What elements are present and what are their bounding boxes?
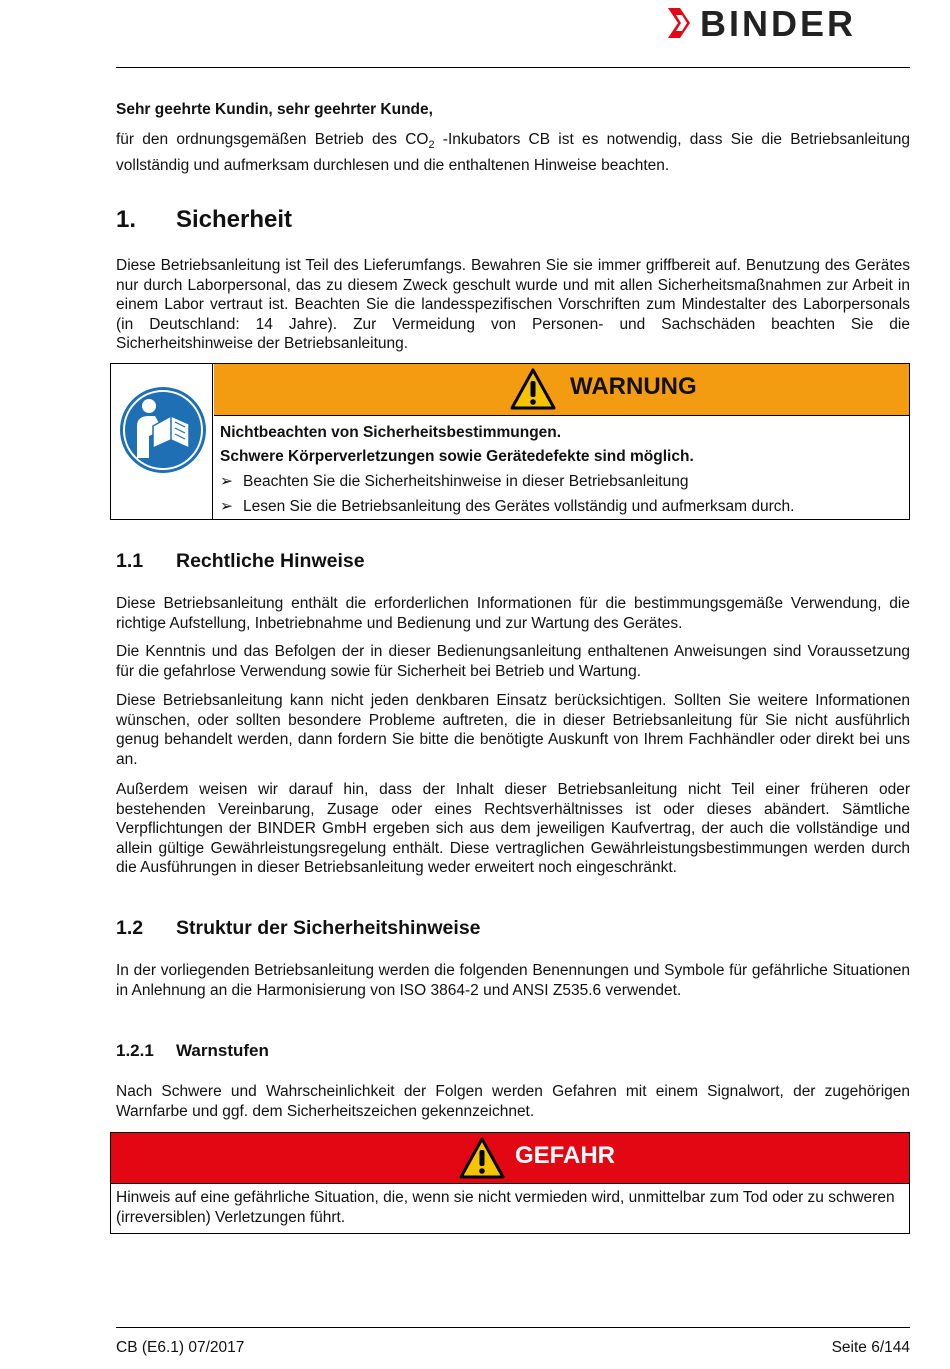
binder-logo-mark-icon bbox=[666, 6, 696, 40]
section-1-1-paragraph-1: Diese Betriebsanleitung enthält die erforderlichen Informationen für die bestimmungsgemäße Verwendung, die richtige Aufstellung, Inbetriebnahme und Bedienung und zur Wartung des Gerätes. bbox=[116, 595, 910, 632]
section-1-2-1-title: Warnstufen bbox=[176, 1041, 269, 1060]
section-1-2-text: In der vorliegenden Betriebsanleitung werden die folgenden Benennungen und Symbole für gefährliche Situationen in Anlehnung an die Harmonisierung von ISO 3864-2 und ANSI Z535.6 verwendet. bbox=[116, 962, 910, 999]
section-1-2-title: Struktur der Sicherheitshinweise bbox=[176, 917, 481, 939]
section-1-1-paragraph-2: Die Kenntnis und das Befolgen der in dieser Bedienungsanleitung enthaltenen Anweisungen sind Voraussetzung für die gefahrlose Verwendung sowie für Sicherheit bei Betrieb und Wartung. bbox=[116, 643, 910, 680]
arrow-bullet-icon: ➢ bbox=[220, 473, 233, 490]
list-item-text: Lesen Sie die Betriebsanleitung des Gerätes vollständig und aufmerksam durch. bbox=[243, 498, 795, 515]
danger-triangle-icon bbox=[459, 1137, 505, 1179]
warning-signal-word: WARNUNG bbox=[570, 373, 697, 400]
footer-document-id: CB (E6.1) 07/2017 bbox=[116, 1339, 245, 1356]
danger-header bbox=[111, 1133, 909, 1184]
read-manual-icon bbox=[119, 386, 207, 474]
footer-rule bbox=[116, 1327, 910, 1328]
list-item-text: Beachten Sie die Sicherheitshinweise in dieser Betriebsanleitung bbox=[243, 473, 689, 490]
section-1-text: Diese Betriebsanleitung ist Teil des Lieferumfangs. Bewahren Sie sie immer griffbereit auf. Benutzung des Gerätes nur durch Laborpersonal, das zu diesem Zweck geschult wurde und mit allen Sicherheitsmaßnahmen zur Arbeit in einem Labor vertraut ist. Beachten Sie die landesspezifischen Vorschriften zum Mindestalter des Laborpersonals (in Deutschland: 14 Jahre). Zur Vermeidung von Personen- und Sachschäden beachten Sie die Sicherheitshinweise der Betriebsanleitung. bbox=[116, 257, 910, 352]
warning-body bbox=[220, 421, 901, 519]
section-1-1-paragraph-4: Außerdem weisen wir darauf hin, dass der Inhalt dieser Betriebsanleitung nicht Teil einer früheren oder bestehenden Vereinbarung, Zusage oder eines Rechtsverhältnisses ist oder dieses abändert. Sämtliche Verpflichtungen der BINDER GmbH ergeben sich aus dem jeweiligen Kaufvertrag, der auch die vollständige und allein gültige Gewährleistungsregelung enthält. Diese vertraglichen Gewährleistungsbestimmungen werden durch die Ausführungen in dieser Betriebsanleitung weder erweitert noch eingeschränkt. bbox=[116, 781, 910, 876]
intro-text-end: -Inkubators CB ist es notwendig, dass Sie die Betriebsanleitung vollständig und aufmerksam durchlesen und die enthaltenen Hinweise beachten. bbox=[116, 131, 910, 174]
binder-logo bbox=[666, 3, 910, 44]
footer-page-number: Seite 6/144 bbox=[831, 1339, 910, 1356]
list-item bbox=[220, 469, 901, 494]
section-1-1-title: Rechtliche Hinweise bbox=[176, 550, 365, 572]
section-1-number: 1. bbox=[116, 206, 137, 233]
section-1-2-number: 1.2 bbox=[116, 917, 144, 939]
section-1-2-1-heading bbox=[116, 1041, 269, 1061]
section-1-2-heading bbox=[116, 917, 481, 940]
warning-line-1: Nichtbeachten von Sicherheitsbestimmungen. bbox=[220, 424, 562, 441]
binder-logo-word: BINDER bbox=[700, 3, 857, 44]
danger-box bbox=[110, 1132, 910, 1234]
arrow-bullet-icon: ➢ bbox=[220, 498, 233, 515]
section-1-heading bbox=[116, 206, 292, 234]
intro-paragraph bbox=[116, 130, 910, 175]
section-1-1-paragraph-3: Diese Betriebsanleitung kann nicht jeden denkbaren Einsatz berücksichtigen. Sollten Sie weitere Informationen wünschen, oder sollten besondere Probleme auftreten, die in dieser Betriebsanleitung für Sie nicht ausführlich genug behandelt werden, dann fordern Sie bitte die benötigte Auskunft von Ihrem Fachhändler oder direkt bei uns an. bbox=[116, 692, 910, 768]
warning-icon-cell bbox=[111, 364, 213, 519]
greeting: Sehr geehrte Kundin, sehr geehrter Kunde, bbox=[116, 101, 433, 118]
intro-text-start: für den ordnungsgemäßen Betrieb des CO bbox=[116, 131, 429, 148]
header-rule bbox=[116, 67, 910, 68]
list-item bbox=[220, 494, 901, 519]
intro-subscript: 2 bbox=[428, 139, 435, 152]
section-1-1-heading bbox=[116, 550, 365, 573]
warning-bullet-list bbox=[220, 469, 901, 519]
section-1-2-1-number: 1.2.1 bbox=[116, 1041, 154, 1060]
section-1-1-number: 1.1 bbox=[116, 550, 144, 572]
section-1-2-1-text: Nach Schwere und Wahrscheinlichkeit der Folgen werden Gefahren mit einem Signalwort, der zugehörigen Warnfarbe und ggf. dem Sicherheitszeichen gekennzeichnet. bbox=[116, 1083, 910, 1120]
danger-body-text: Hinweis auf eine gefährliche Situation, die, wenn sie nicht vermieden wird, unmittelbar zum Tod oder zu schweren (irreversiblen) Verletzungen führt. bbox=[116, 1189, 895, 1226]
warning-line-2: Schwere Körperverletzungen sowie Gerätedefekte sind möglich. bbox=[220, 448, 694, 465]
warning-header bbox=[214, 364, 909, 416]
warning-box bbox=[110, 363, 910, 520]
warning-triangle-icon bbox=[510, 368, 556, 410]
section-1-title: Sicherheit bbox=[176, 206, 293, 233]
danger-signal-word: GEFAHR bbox=[515, 1142, 616, 1169]
